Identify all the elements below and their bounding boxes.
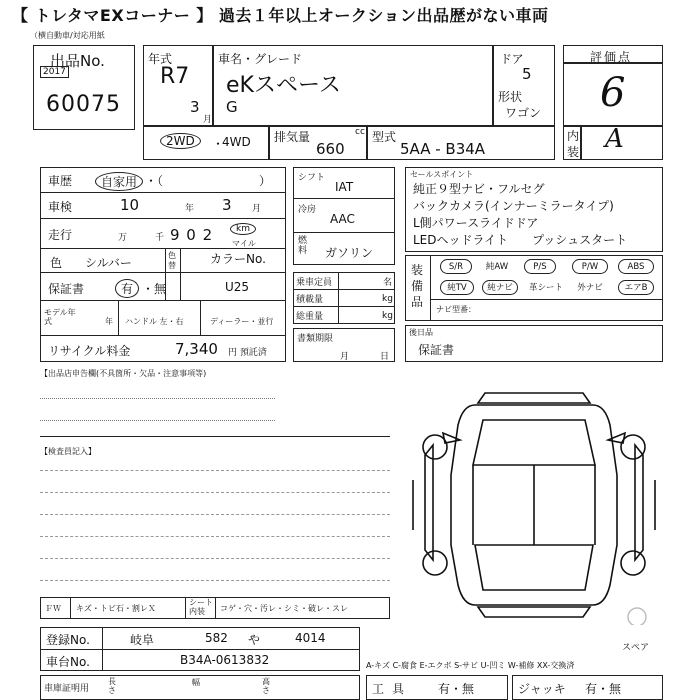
name-grade-label: 車名・グレード (218, 52, 303, 66)
sheet-subnote: （横自動車/対応用紙 (30, 31, 105, 40)
grade-value: G (226, 98, 238, 116)
interior-value: A (605, 124, 624, 154)
body-value: ワゴン (505, 106, 542, 120)
color-no-value: U25 (225, 280, 250, 294)
cert-width: 幅 (192, 678, 200, 687)
chassis-label: 車台No. (46, 655, 90, 669)
fuel-value: ガソリン (325, 246, 374, 260)
equip-ps: P/S (524, 259, 556, 274)
mileage-unit-km: km (230, 223, 256, 235)
model-value: 5AA - B34A (400, 140, 486, 158)
model-year-unit: 年 (105, 317, 113, 326)
year-label: 年式 (148, 52, 173, 66)
registration-number: 4014 (295, 631, 326, 645)
mileage-unit-mile: マイル (232, 239, 256, 248)
doors-value: 5 (522, 65, 532, 83)
seller-declaration-label: 【出品店申告欄(不具箇所・欠品・注意事項等) (40, 369, 207, 378)
capacity-label: 乗車定員 (296, 278, 333, 288)
warranty-label: 保証書 (48, 282, 85, 296)
recycle-value: 7,340 (175, 340, 218, 358)
interior-label-1: 内 (567, 129, 580, 143)
equip-abs: ABS (618, 259, 654, 274)
color-change-label: 色替 (168, 251, 176, 270)
tools-label: 工具 (372, 682, 413, 696)
doc-deadline-label: 書類期限 (297, 334, 334, 344)
navi-model-label: ナビ型番： (436, 305, 476, 314)
equip-ext-navi: 外ナビ (577, 283, 603, 293)
tools-value: 有・無 (438, 682, 475, 696)
inspection-label: 車検 (48, 200, 73, 214)
ac-label: 冷房 (298, 205, 317, 215)
color-value: シルバー (85, 256, 132, 270)
model-year-label: モデル年式 (44, 308, 76, 326)
history-label: 車歴 (48, 174, 73, 188)
doc-month: 月 (340, 352, 350, 362)
equip-navi: 純ナビ (482, 280, 518, 295)
jack-value: 有・無 (585, 682, 622, 696)
car-damage-diagram (405, 385, 663, 625)
seat-label: シート内装 (189, 598, 213, 616)
ac-value: AAC (330, 212, 355, 226)
lot-number: 60075 (46, 92, 121, 117)
jack-label: ジャッキ (518, 682, 566, 696)
capacity-unit: 名 (383, 278, 393, 288)
year-value: R7 (160, 64, 190, 89)
history-value: 自家用 (95, 172, 143, 191)
recycle-label: リサイクル料金 (48, 344, 131, 358)
month-value: 3 (190, 98, 200, 116)
dealer-label: ディーラー・並行 (210, 317, 274, 326)
inspection-month: 3 (222, 196, 232, 214)
interior-label-2: 装 (567, 145, 580, 159)
equip-sr: S/R (440, 259, 472, 274)
gross-unit: kg (382, 311, 393, 321)
mileage-digits: 9 0 2 (170, 226, 214, 244)
sales-point-4: LEDヘッドライト プッシュスタート (413, 233, 628, 247)
sales-points-label: セールスポイント (410, 170, 474, 179)
equip-pw: P/W (572, 259, 608, 274)
sales-point-3: L側パワースライドドア (413, 216, 539, 230)
fw-label: ＦＷ (45, 604, 61, 613)
inspector-label: 【検査員記入】 (40, 447, 96, 456)
load-unit: kg (382, 294, 393, 304)
registration-place: 岐阜 (130, 633, 155, 647)
shift-label: シフト (298, 173, 326, 183)
gross-label: 総重量 (296, 312, 324, 322)
registration-kana: や (248, 633, 261, 647)
mileage-sen: 千 (155, 233, 165, 243)
equip-tv: 純TV (440, 280, 474, 295)
inspection-month-unit: 月 (252, 204, 262, 214)
drive-4wd: 4WD (222, 135, 251, 149)
month-unit: 月 (203, 115, 213, 125)
chassis-value: B34A-0613832 (180, 653, 270, 667)
body-label: 形状 (498, 90, 523, 104)
warranty-no: ・無 (142, 282, 167, 296)
drive-2wd: 2WD (160, 133, 201, 149)
equip-leather: 革シート (528, 283, 563, 293)
displacement-label: 排気量 (274, 130, 311, 144)
seat-value: コゲ・穴・汚レ・シミ・破レ・スレ (220, 604, 348, 613)
load-label: 積載量 (296, 295, 324, 305)
score-label: 評価点 (590, 50, 633, 64)
cert-length: 長さ (108, 677, 116, 695)
fw-value: キズ・トビ石・割レＸ (76, 604, 156, 613)
history-rest: ・（ ） (145, 174, 272, 188)
equip-aw: 純AW (485, 262, 509, 272)
doors-label: ドア (500, 52, 524, 66)
color-label: 色 (50, 256, 63, 270)
mileage-label: 走行 (48, 228, 73, 242)
handle-label: ハンドル 左・右 (125, 317, 184, 326)
score-value: 6 (600, 70, 626, 116)
sales-point-2: バックカメラ(インナーミラータイプ) (413, 199, 614, 213)
lot-label: 出品No. (50, 52, 105, 70)
garage-cert-label: 車庫証明用 (44, 684, 90, 694)
inspection-year: 10 (120, 196, 140, 214)
inspection-year-unit: 年 (185, 204, 195, 214)
auction-header: 【 トレタマEXコーナー 】 過去１年以上オークション出品歴がない車両 (0, 0, 700, 32)
mileage-man: 万 (118, 233, 128, 243)
registration-label: 登録No. (46, 633, 90, 647)
aftermarket-value: 保証書 (418, 343, 455, 357)
equip-airbag: エアB (618, 280, 654, 295)
model-label: 型式 (372, 130, 397, 144)
shift-value: IAT (335, 180, 354, 194)
spare-label: スペア (622, 643, 650, 653)
damage-legend: A-キズ C-腐食 E-エクボ S-サビ U-凹ミ W-補修 XX-交換済 (366, 661, 575, 670)
aftermarket-label: 後日品 (409, 328, 433, 337)
equipment-label: 装備品 (411, 263, 424, 309)
displacement-value: 660 (316, 140, 345, 158)
recycle-unit: 円 預託済 (228, 348, 267, 358)
car-name: eKスペース (226, 73, 341, 98)
color-no-label: カラーNo. (210, 252, 266, 266)
cert-height: 高さ (262, 677, 270, 695)
doc-day: 日 (380, 352, 390, 362)
fuel-label: 燃料 (298, 236, 308, 256)
registration-class: 582 (205, 631, 228, 645)
year-small-stamp: 2017 (40, 66, 69, 78)
displacement-unit: cc (355, 127, 365, 137)
sales-point-1: 純正９型ナビ・フルセグ (413, 182, 545, 196)
warranty-yes: 有 (115, 279, 139, 298)
